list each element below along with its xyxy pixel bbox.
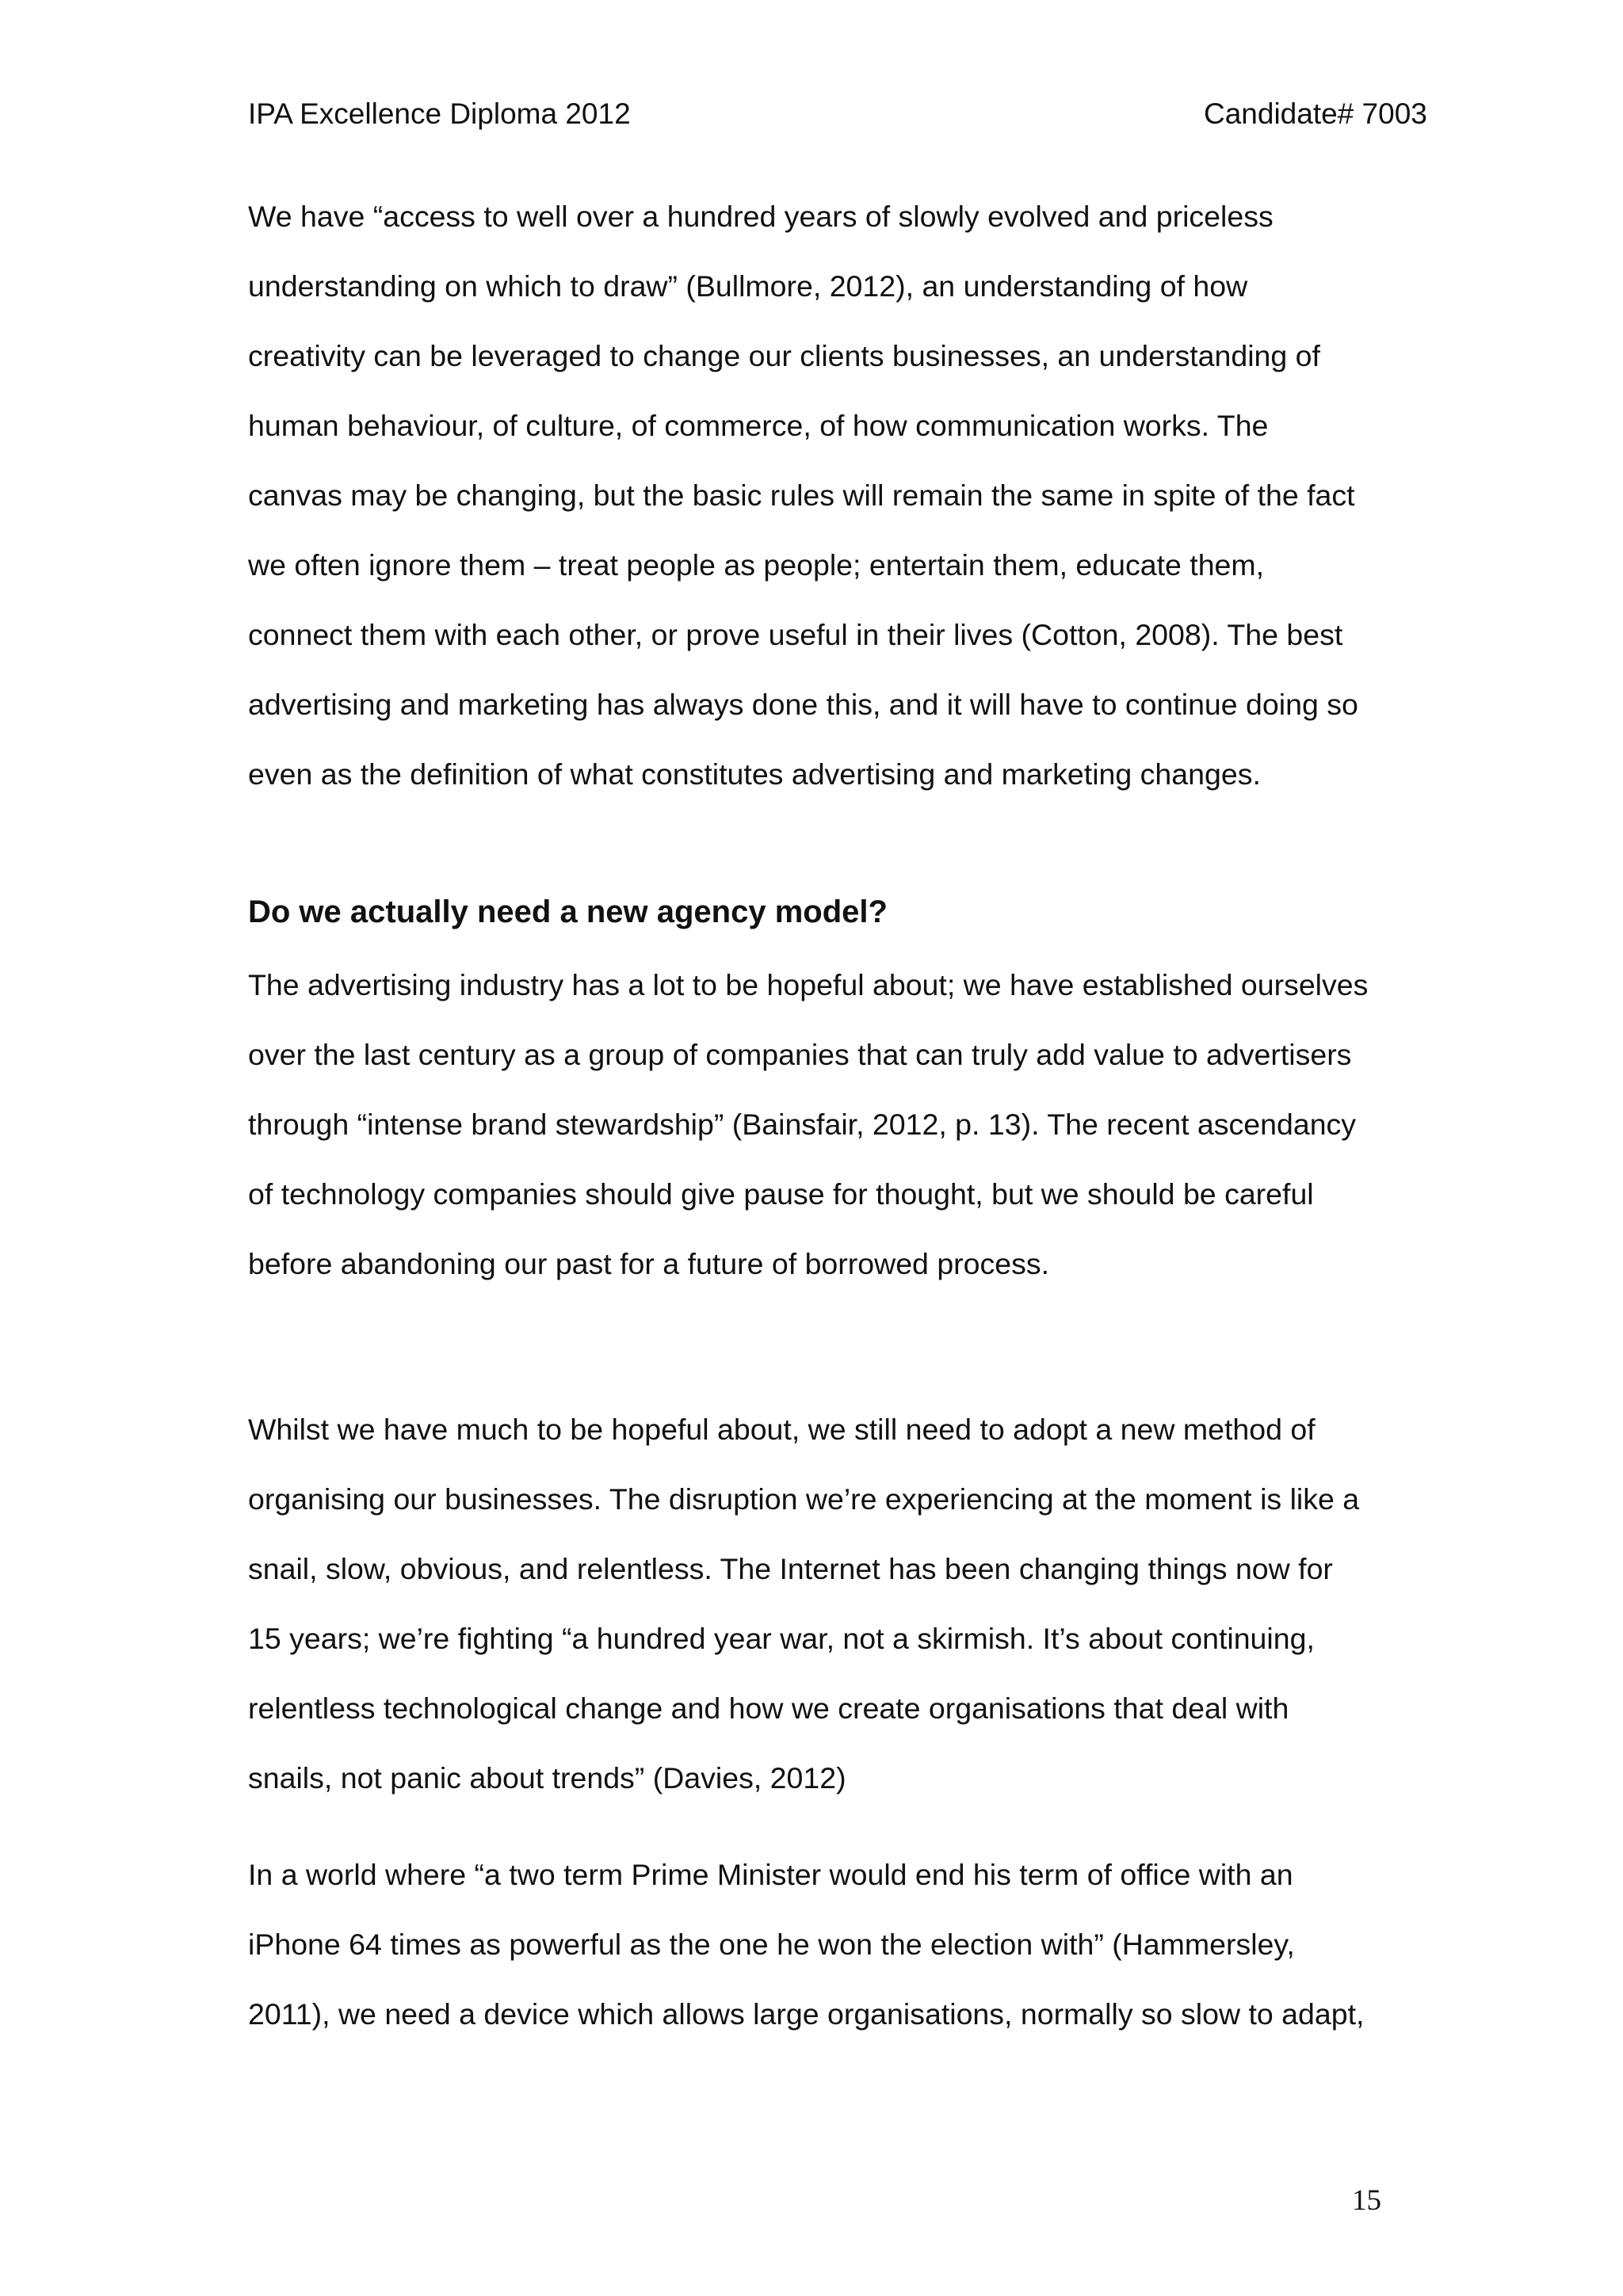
text-line: In a world where “a two term Prime Minister would end his term of office with an: [248, 1858, 1293, 1891]
text-line: creativity can be leveraged to change our clients businesses, an understanding of: [248, 339, 1320, 372]
text-line: organising our businesses. The disruption we’re experiencing at the moment is like a: [248, 1482, 1360, 1516]
text-line: before abandoning our past for a future of borrowed process.: [248, 1247, 1050, 1280]
text-line: Whilst we have much to be hopeful about, we still need to adopt a new method of: [248, 1413, 1316, 1446]
page-number: 15: [1352, 2184, 1381, 2217]
text-line: 2011), we need a device which allows large organisations, normally so slow to adapt,: [248, 1997, 1365, 2031]
text-line: human behaviour, of culture, of commerce, of how communication works. The: [248, 409, 1269, 442]
text-line: The advertising industry has a lot to be hopeful about; we have established ourselves: [248, 968, 1369, 1001]
text-line: through “intense brand stewardship” (Bainsfair, 2012, p. 13). The recent ascendancy: [248, 1108, 1357, 1141]
text-line: advertising and marketing has always done this, and it will have to continue doing so: [248, 688, 1358, 721]
text-line: of technology companies should give pause for thought, but we should be careful: [248, 1177, 1314, 1211]
text-line: we often ignore them – treat people as people; entertain them, educate them,: [248, 548, 1265, 582]
text-line: understanding on which to draw” (Bullmore, 2012), an understanding of how: [248, 269, 1248, 303]
header-title: IPA Excellence Diploma 2012: [248, 97, 631, 130]
text-line: We have “access to well over a hundred years of slowly evolved and priceless: [248, 200, 1274, 233]
text-line: relentless technological change and how we create organisations that deal with: [248, 1691, 1289, 1725]
text-line: iPhone 64 times as powerful as the one he won the election with” (Hammersley,: [248, 1928, 1295, 1961]
section-heading: Do we actually need a new agency model?: [248, 894, 888, 929]
header-candidate-number: Candidate# 7003: [1204, 97, 1427, 130]
text-line: even as the definition of what constitutes advertising and marketing changes.: [248, 757, 1261, 791]
text-line: canvas may be changing, but the basic rules will remain the same in spite of the fact: [248, 479, 1355, 512]
text-line: snail, slow, obvious, and relentless. The Internet has been changing things now for: [248, 1552, 1333, 1585]
text-line: connect them with each other, or prove useful in their lives (Cotton, 2008). The best: [248, 618, 1343, 651]
text-line: over the last century as a group of companies that can truly add value to advertisers: [248, 1038, 1352, 1071]
text-line: 15 years; we’re fighting “a hundred year war, not a skirmish. It’s about continuing,: [248, 1622, 1315, 1655]
text-line: snails, not panic about trends” (Davies, 2012): [248, 1761, 846, 1794]
